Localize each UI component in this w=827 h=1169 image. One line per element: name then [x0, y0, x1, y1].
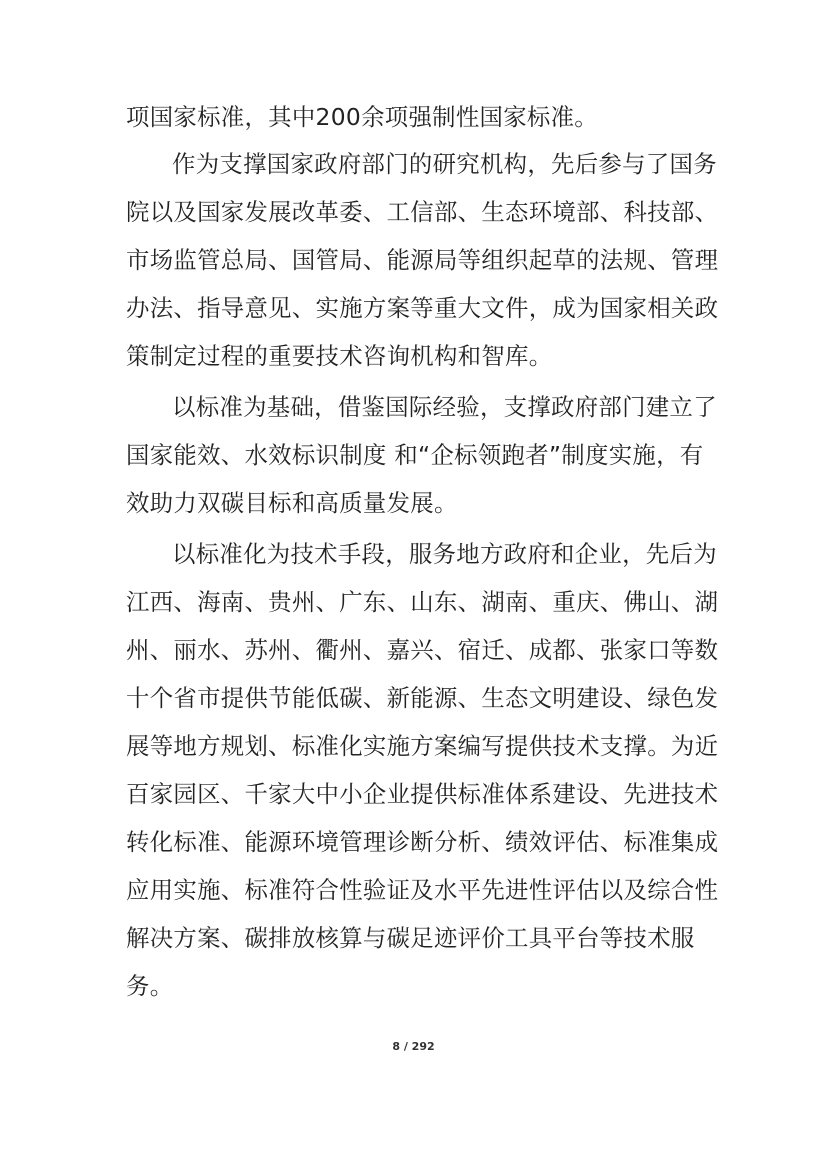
text-line-10: 以标准化为技术手段，服务地方政府和企业，先后为 — [172, 540, 717, 568]
text-line-19: 务。 — [126, 972, 174, 1000]
text-line-13: 十个省市提供节能低碳、新能源、生态文明建设、绿色发 — [126, 684, 719, 712]
text-line-5: 办法、指导意见、实施方案等重大文件，成为国家相关政 — [126, 294, 719, 322]
text-line-2: 作为支撑国家政府部门的研究机构，先后参与了国务 — [172, 150, 717, 178]
text-line-9: 效助力双碳目标和高质量发展。 — [126, 489, 458, 517]
text-line-15: 百家园区、千家大中小企业提供标准体系建设、先进技术 — [126, 780, 719, 808]
text-line-16: 转化标准、能源环境管理诊断分析、绩效评估、标准集成 — [126, 828, 719, 856]
text-line-1: 项国家标准，其中200余项强制性国家标准。 — [126, 103, 598, 131]
text-line-12: 州、丽水、苏州、衢州、嘉兴、宿迁、成都、张家口等数 — [126, 636, 719, 664]
page-number: 8 / 292 — [392, 1040, 435, 1053]
text-line-3: 院以及国家发展改革委、工信部、生态环境部、科技部、 — [126, 198, 719, 226]
text-line-14: 展等地方规划、标准化实施方案编写提供技术支撑。为近 — [126, 732, 719, 760]
text-line-18: 解决方案、碳排放核算与碳足迹评价工具平台等技术服 — [126, 924, 695, 952]
text-line-11: 江西、海南、贵州、广东、山东、湖南、重庆、佛山、湖 — [126, 588, 719, 616]
text-line-7: 以标准为基础，借鉴国际经验，支撑政府部门建立了 — [172, 393, 717, 421]
text-line-17: 应用实施、标准符合性验证及水平先进性评估以及综合性 — [126, 876, 719, 904]
text-line-6: 策制定过程的重要技术咨询机构和智库。 — [126, 342, 553, 370]
text-line-4: 市场监管总局、国管局、能源局等组织起草的法规、管理 — [126, 246, 719, 274]
text-line-8: 国家能效、水效标识制度 和“企标领跑者”制度实施，有 — [126, 441, 704, 469]
